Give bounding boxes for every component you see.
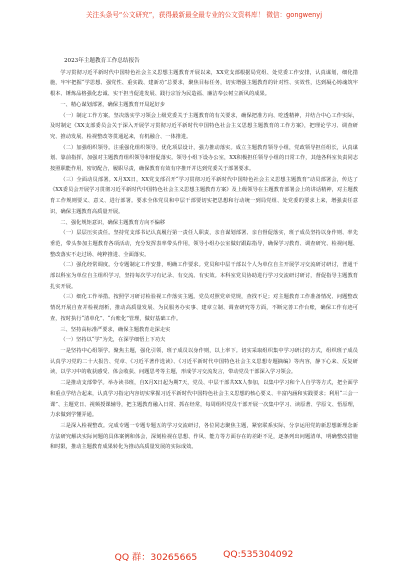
qq-group-text: QQ 群：30265665: [114, 552, 198, 563]
paragraph-1-3: （三）全面动员部署。X月XX日，XX党支部召开“学习贯彻习近平新时代中国特色社会主义思想主题教育”动员部署会，传达了《XX委员会开展学习贯彻习近平新时代中国特色社会主义思想主题教育方案》及上级领导在主题教育部署会上的讲话精神，对主题教育工作规则要义、意义、进行部署。要求全体党员和中层干部要切实把思想和行动统一到局党组、处党委的要求上来，增强责任意识，确保主题教育高质量开展。: [50, 176, 358, 215]
paragraph-3-1-b: 二是推动支部带学。举办读书班，自X月X日起为期7天，党员、中层干部共XX人参加，以集中学习和个人自学等方式，把全面学和重点学结合起来，认真学习指定内容切实掌握习近平新时代中国特色社会主义思想的核心要义、丰富内涵和实践要求；利用“三会一课”、主题党日、视频授课辅导，把主题教育融入日常、抓在经常，每周组织党员干部开展一次集中学习、读原著、学原文、悟原理，力求做到学懂弄通。: [50, 380, 358, 419]
subheading-3-1: （一）坚持以“学”为先，在深学细悟上下功夫: [60, 337, 166, 344]
document-body: [50, 56, 358, 544]
section-heading-1: 一、精心谋划部署，确保主题教育开局起好步: [60, 101, 166, 108]
section-heading-2: 二、强化规矩意识，确保主题教育方向不偏移: [60, 219, 166, 226]
paragraph-2-3: （三）细化工作举措。按照学习研讨检验视工作落实主题。党员对照党章党规，查找不足；对主题教育工作准备情况、问题整改情况开展自查并检视剖析，推动高质量发展、为民服务办实事、建章立制、调查研究等方面，不断完善工作台账，确保工作有迹可查，按时执行“清单化”、“台账化”管理，做好基础工作。: [50, 294, 358, 322]
paragraph-2-2: （二）强化经常调度。分专题制定工作安排，明确工作要求。党员和中层干部以个人为单位自主开展学习交流研讨研讨，普通干部以科室为单位自主组织学习，坚持每次学习有记录、有交流、有实效。本科室党员协助进行学习交流研讨研讨，督促指导主题教育扎实开展。: [50, 262, 358, 290]
header-banner: 关注头条号“公文研究”，获得最新最全最专业的公文资料库！ 微信：gongwenyj: [85, 11, 323, 19]
paragraph-1-2: （二）加强组织领导。注重强化组织领导，优化项层设计，强力推动落实。成立主题教育领导小组，党政领导担任组长，认真谋划、靠前指挥，加强对主题教育组织领导和督促落实。领导小组下设办公室，XX积极担任领导小组的日常工作，其他各科室负责同志按照职能作用，密切配合，履职尽责，确保教育有效有序推开并达到党委关于部署要求。: [50, 144, 358, 173]
paragraph-1-1: （一）制定工作方案。坚决落实学习领会上级党委关于主题教育的有关要求，确保把准方向、吃透精神，并结合中心工作实际，及时制定《XX支部委员会关于深入开展学习贯彻习近平新时代中国特色社会主义思想主题教育的工作方案》，把理论学习、调查研究、推动发展、检视整改等贯通起来，有机融合、一体推进。: [50, 112, 358, 140]
document-title: 2023年主题教育工作总结报告: [64, 58, 140, 64]
footer-contacts: [0, 549, 408, 563]
section-heading-3: 三、坚持高标准严要求，确保主题教育走深走实: [60, 326, 171, 333]
paragraph-3-1-a: 一是坚持中心组领学。聚焦主题，强化引领，班子成员以身作则，以上率下。切实采取组织集中学习研讨的方式，组织班子成员认真学习党的二十大报告、党章、《习近平著作选读》、《习近平新时代中国特色社会主义思想专题摘编》等内容，静下心来、反复研读，以学习中的收获感受、体会收获、问题思考等主题，形成学习交流发言，带动党员干部深入学习领会。: [50, 347, 358, 376]
paragraph-3-1-c: 三是深入检视整改。完成专题一专题专题五的学习交流研讨，各位同志聚焦主题，紧密联系实际，分享运用党的新思想新理念新方法研究解决实际问题的具体案例和体会，深刻检视在思想、作风、能力等方面存在的差距不足，逐条列出问题清单，明确整改措施和时限，推动主题教育成果转化为推动高质量发展的实际成效。: [50, 422, 358, 451]
paragraph-2-1: （一）层层压实责任。坚持党支部书记认真履行第一责任人职责，亲自谋划部署、亲自督促落实，班子成员坚持以身作则、率先垂范，带头参加主题教育各项活动，充分发挥表率带头作用，领导小组办公室做好跟踪指导，确保学习教育、调查研究、检视问题、整改落实不走过场、纯粹推进、全面落实。: [50, 230, 358, 258]
intro-paragraph: 学习贯彻习近平新时代中国特色社会主义思想主题教育开展以来，XX党支部根据局党组、处党委工作安排，认真谋划，细化措施，牢牢把握“学思想、强党性、重实践、建新功”总要求，聚焦目标任务，切实增强主题教育的针对性、实效性，达到凝心铸魂筑牢根本、锤炼品格强化忠诚、实干担当促进发展、践行宗旨为民造福、廉洁奉公树立新风的成果。: [50, 69, 358, 98]
qq-number-text: QQ:535304092: [223, 549, 294, 560]
